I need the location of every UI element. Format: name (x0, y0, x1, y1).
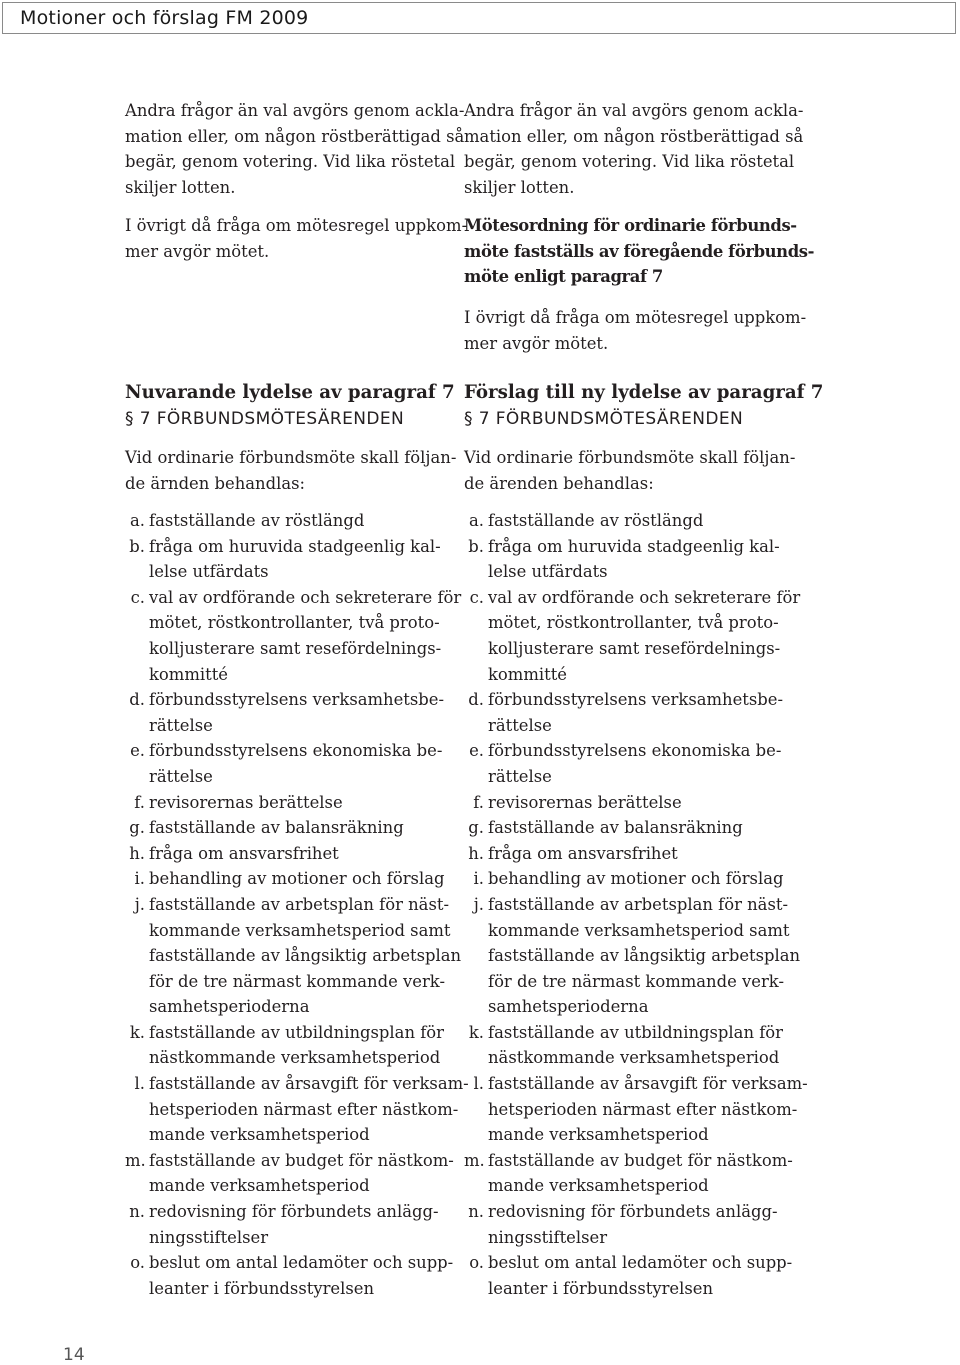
right-intro-paragraph (464, 98, 804, 200)
item-marker: l. (473, 1074, 484, 1094)
item-text-line: samhetsperioderna (149, 997, 310, 1017)
item-text-line: mande verksamhetsperiod (149, 1125, 370, 1145)
text-line: begär, genom votering. Vid lika röstetal (125, 152, 456, 172)
agenda-item (464, 1199, 794, 1250)
agenda-item (125, 687, 455, 738)
item-marker: j. (473, 894, 484, 914)
text-line: I övrigt då fråga om mötesregel uppkom- (125, 216, 468, 235)
item-text-line: revisorernas berättelse (488, 792, 682, 812)
agenda-item (125, 534, 455, 585)
item-text-line: beslut om antal ledamöter och supp- (488, 1253, 793, 1273)
item-text-line: ningsstiftelser (488, 1227, 608, 1247)
item-text-line: rättelse (488, 715, 552, 735)
item-text-line: nästkommande verksamhetsperiod (149, 1048, 441, 1068)
text-line: Vid ordinarie förbundsmöte skall följan- (125, 448, 457, 467)
item-text-line: fastställande av balansräkning (488, 818, 743, 838)
right-lead-paragraph (464, 445, 794, 496)
item-text-line: revisorernas berättelse (149, 792, 343, 812)
left-intro-paragraph (125, 98, 465, 200)
header-bar (2, 2, 956, 34)
item-text-line: val av ordförande och sekreterare för (149, 587, 462, 607)
item-text-line: behandling av motioner och förslag (488, 869, 784, 889)
agenda-item (125, 585, 462, 687)
text-line: Mötesordning för ordinarie förbunds- (464, 216, 797, 235)
item-text-line: för de tre närmast kommande verk- (149, 971, 445, 991)
text-line: möte fastställs av föregående förbunds- (464, 241, 814, 261)
agenda-item (125, 738, 455, 789)
agenda-item (464, 1071, 808, 1148)
item-text-line: fråga om ansvarsfrihet (149, 843, 339, 863)
item-text-line: fastställande av utbildningsplan för (488, 1022, 783, 1042)
left-agenda-list (125, 508, 469, 1301)
item-text-line: fastställande av årsavgift för verksam- (149, 1074, 469, 1094)
text-line: skiljer lotten. (464, 177, 575, 197)
item-marker: h. (129, 843, 145, 863)
item-marker: g. (468, 818, 484, 838)
text-line: mation eller, om någon röstberättigad så (464, 126, 804, 146)
right-bold-paragraph (464, 213, 814, 290)
item-text-line: fråga om huruvida stadgeenlig kal- (488, 536, 780, 556)
agenda-item (464, 790, 794, 816)
agenda-item (125, 841, 455, 867)
item-text-line: förbundsstyrelsens verksamhetsbe- (149, 690, 445, 710)
item-marker: l. (134, 1074, 145, 1094)
agenda-item (125, 866, 455, 892)
agenda-item (125, 815, 455, 841)
item-marker: g. (129, 818, 145, 838)
item-marker: m. (125, 1150, 146, 1170)
page-number: 14 (63, 1345, 85, 1365)
item-text-line: rättelse (149, 715, 213, 735)
item-text-line: för de tre närmast kommande verk- (488, 971, 784, 991)
text-line: Andra frågor än val avgörs genom ackla- (125, 101, 465, 120)
agenda-item (464, 508, 794, 534)
text-line: Vid ordinarie förbundsmöte skall följan- (464, 448, 796, 467)
item-text-line: fastställande av utbildningsplan för (149, 1022, 444, 1042)
item-text-line: kommande verksamhetsperiod samt (149, 920, 451, 940)
item-text-line: mande verksamhetsperiod (488, 1125, 709, 1145)
item-text-line: fastställande av budget för nästkom- (488, 1150, 793, 1170)
section-subtitle: § 7 FÖRBUNDSMÖTESÄRENDEN (464, 409, 744, 429)
item-text-line: beslut om antal ledamöter och supp- (149, 1253, 454, 1273)
agenda-item (464, 585, 801, 687)
agenda-item (464, 738, 794, 789)
item-text-line: mande verksamhetsperiod (488, 1176, 709, 1196)
item-text-line: kolljusterare samt resefördelnings- (149, 638, 442, 658)
agenda-item (464, 1148, 794, 1199)
item-text-line: lelse utfärdats (488, 562, 608, 582)
right-agenda-list (464, 508, 808, 1301)
section-title: Förslag till ny lydelse av paragraf 7 (464, 382, 824, 403)
header-title: Motioner och förslag FM 2009 (20, 7, 309, 29)
agenda-item (125, 508, 455, 534)
item-marker: o. (469, 1253, 484, 1273)
item-marker: a. (130, 511, 145, 530)
item-marker: c. (469, 587, 484, 607)
item-text-line: hetsperioden närmast efter nästkom- (488, 1099, 798, 1119)
item-text-line: samhetsperioderna (488, 997, 649, 1017)
text-line: mer avgör mötet. (464, 333, 609, 353)
item-text-line: fastställande av årsavgift för verksam- (488, 1074, 808, 1094)
text-line: I övrigt då fråga om mötesregel uppkom- (464, 308, 807, 327)
agenda-item (125, 1199, 455, 1250)
item-marker: b. (468, 536, 484, 556)
agenda-item (464, 892, 801, 1020)
item-marker: h. (468, 843, 484, 863)
item-text-line: fastställande av röstlängd (488, 511, 704, 530)
item-marker: d. (468, 690, 484, 710)
section-subtitle: § 7 FÖRBUNDSMÖTESÄRENDEN (125, 409, 405, 429)
item-marker: d. (129, 690, 145, 710)
text-line: Andra frågor än val avgörs genom ackla- (464, 101, 804, 120)
item-text-line: fastställande av långsiktig arbetsplan (149, 946, 462, 966)
item-text-line: behandling av motioner och förslag (149, 869, 445, 889)
agenda-item (464, 866, 794, 892)
item-marker: n. (468, 1202, 484, 1222)
item-text-line: kommitté (488, 664, 567, 684)
item-marker: i. (473, 869, 484, 889)
item-marker: b. (129, 536, 145, 556)
text-line: mation eller, om någon röstberättigad så (125, 126, 465, 146)
item-marker: f. (134, 792, 145, 812)
text-line: de ärenden behandlas: (464, 473, 654, 493)
item-marker: f. (473, 792, 484, 812)
agenda-item (125, 1148, 455, 1199)
item-text-line: fastställande av balansräkning (149, 818, 404, 838)
item-marker: i. (134, 869, 145, 889)
item-marker: o. (130, 1253, 145, 1273)
item-text-line: mötet, röstkontrollanter, två proto- (488, 613, 779, 633)
item-text-line: förbundsstyrelsens ekonomiska be- (488, 741, 782, 761)
item-text-line: fastställande av arbetsplan för näst- (149, 894, 449, 914)
item-text-line: fastställande av långsiktig arbetsplan (488, 946, 801, 966)
item-marker: m. (464, 1150, 485, 1170)
agenda-item (125, 1071, 469, 1148)
item-text-line: leanter i förbundsstyrelsen (488, 1278, 714, 1298)
item-text-line: fråga om huruvida stadgeenlig kal- (149, 536, 441, 556)
item-marker: k. (468, 1022, 484, 1042)
agenda-item (464, 1250, 794, 1301)
item-marker: j. (134, 894, 145, 914)
item-text-line: rättelse (488, 766, 552, 786)
text-line: begär, genom votering. Vid lika röstetal (464, 152, 795, 172)
right-agenda-list-wrap (464, 508, 808, 1301)
agenda-item (125, 1250, 455, 1301)
agenda-item (464, 1020, 794, 1071)
item-text-line: fråga om ansvarsfrihet (488, 843, 678, 863)
item-text-line: mötet, röstkontrollanter, två proto- (149, 613, 440, 633)
text-line: mer avgör mötet. (125, 241, 270, 261)
right-section-heading (464, 380, 824, 432)
text-line: möte enligt paragraf 7 (464, 267, 663, 287)
item-text-line: lelse utfärdats (149, 562, 269, 582)
item-marker: e. (469, 741, 484, 761)
text-line: de ärnden behandlas: (125, 473, 306, 493)
item-text-line: leanter i förbundsstyrelsen (149, 1278, 375, 1298)
item-text-line: redovisning för förbundets anlägg- (149, 1202, 439, 1222)
left-section-heading (125, 380, 455, 432)
item-marker: k. (129, 1022, 145, 1042)
left-agenda-list-wrap (125, 508, 469, 1301)
item-text-line: kolljusterare samt resefördelnings- (488, 638, 781, 658)
item-text-line: mande verksamhetsperiod (149, 1176, 370, 1196)
item-text-line: hetsperioden närmast efter nästkom- (149, 1099, 459, 1119)
item-text-line: kommitté (149, 664, 228, 684)
item-text-line: ningsstiftelser (149, 1227, 269, 1247)
text-line: skiljer lotten. (125, 177, 236, 197)
item-text-line: redovisning för förbundets anlägg- (488, 1202, 778, 1222)
item-text-line: förbundsstyrelsens ekonomiska be- (149, 741, 443, 761)
agenda-item (125, 892, 462, 1020)
agenda-item (464, 687, 794, 738)
item-marker: a. (469, 511, 484, 530)
item-text-line: kommande verksamhetsperiod samt (488, 920, 790, 940)
left-lead-paragraph (125, 445, 457, 496)
right-other-paragraph (464, 305, 807, 356)
section-title: Nuvarande lydelse av paragraf 7 (125, 382, 455, 403)
item-text-line: fastställande av arbetsplan för näst- (488, 894, 788, 914)
item-marker: n. (129, 1202, 145, 1222)
left-other-paragraph (125, 213, 468, 264)
agenda-item (125, 1020, 455, 1071)
item-text-line: fastställande av budget för nästkom- (149, 1150, 454, 1170)
item-text-line: nästkommande verksamhetsperiod (488, 1048, 780, 1068)
agenda-item (464, 841, 794, 867)
item-text-line: fastställande av röstlängd (149, 511, 365, 530)
agenda-item (464, 534, 794, 585)
agenda-item (125, 790, 455, 816)
item-text-line: val av ordförande och sekreterare för (488, 587, 801, 607)
item-text-line: rättelse (149, 766, 213, 786)
item-marker: c. (130, 587, 145, 607)
item-marker: e. (130, 741, 145, 761)
agenda-item (464, 815, 794, 841)
item-text-line: förbundsstyrelsens verksamhetsbe- (488, 690, 784, 710)
